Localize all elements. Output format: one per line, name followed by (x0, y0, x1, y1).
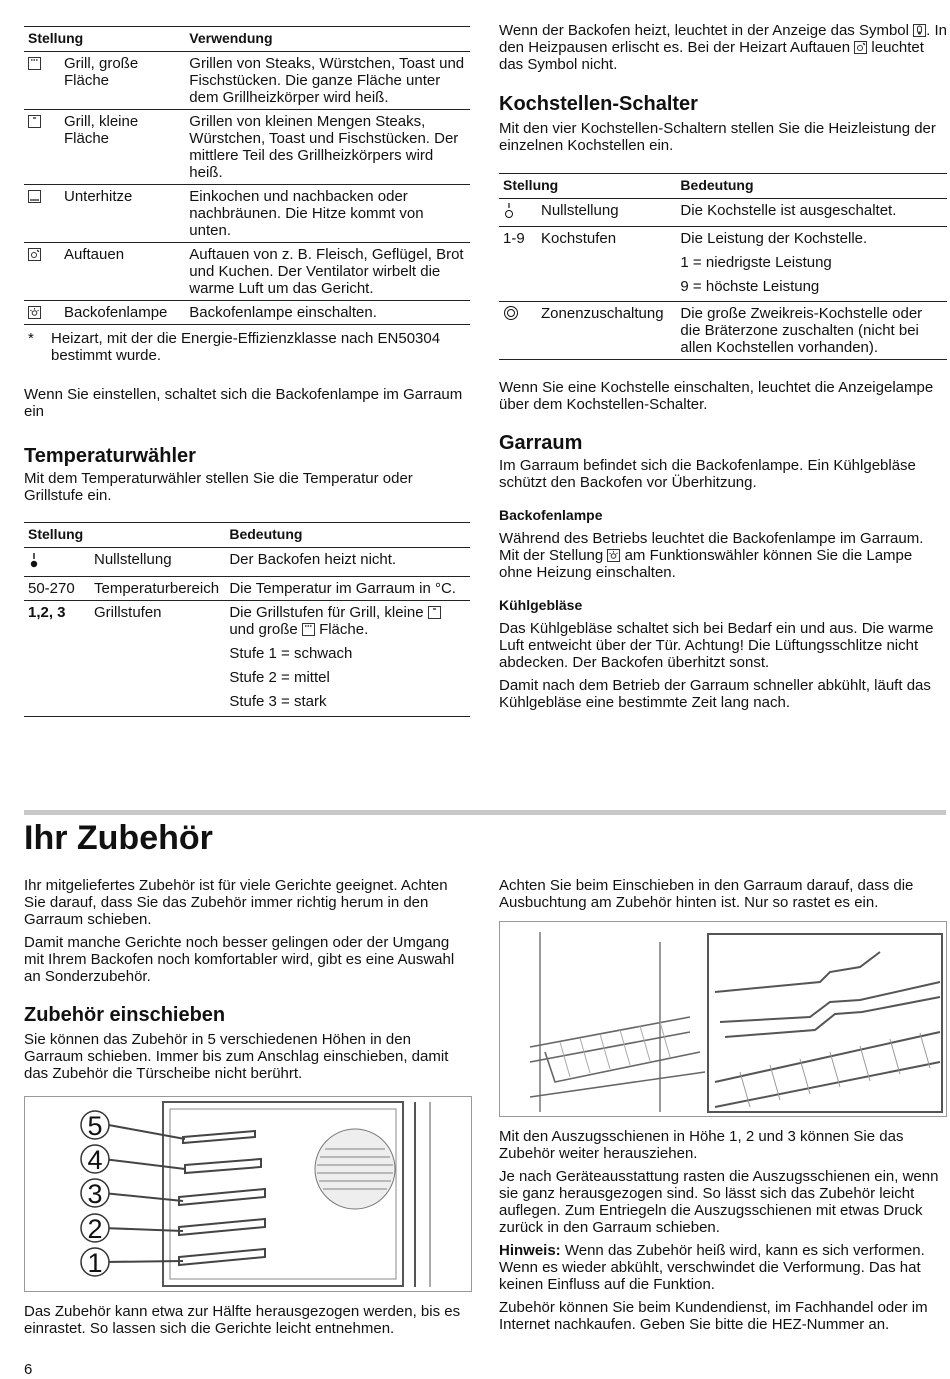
insert-text: Sie können das Zubehör in 5 verschiedenen Höhen in den Garraum schieben. Immer bis zum Anschlag einschieben, damit das Zubehör die Türscheibe nicht berührt. (24, 1031, 449, 1082)
level-label-4: 4 (87, 1145, 103, 1175)
hint: Hinweis: Wenn das Zubehör heiß wird, kann es sich verformen. Wenn es wieder abkühlt, verschwindet die Verformung. Das hat keinen Einfluss auf die Funktion. (499, 1242, 925, 1293)
rack-detail-figure (499, 921, 947, 1117)
grill-small-icon (28, 115, 41, 128)
garraum-intro: Im Garraum befindet sich die Backofenlampe. Ein Kühlgebläse schützt den Backofen vor Überhitzung. (499, 457, 916, 491)
oven-lamp-icon (607, 549, 620, 562)
meaning-text: Die Temperatur im Garraum in °C. (225, 577, 470, 601)
table-row (24, 110, 470, 185)
defrost-icon (28, 248, 41, 261)
table-header: Stellung (24, 523, 225, 548)
meaning-text: Die Grillstufen für Grill, kleine und große Fläche. Stufe 1 = schwach Stufe 2 = mittel Stufe 3 = stark (225, 601, 470, 717)
table-header: Verwendung (185, 27, 470, 52)
table-header: Bedeutung (676, 174, 947, 199)
level-label-1: 1 (87, 1248, 103, 1278)
table-header: Stellung (499, 174, 676, 199)
table-header: Stellung (24, 27, 185, 52)
position-label: Kochstufen (537, 227, 676, 302)
temperature-intro: Mit dem Temperaturwähler stellen Sie die Temperatur oder Grillstufe ein. (24, 470, 413, 504)
table-row (24, 577, 470, 601)
fan-text: Das Kühlgebläse schaltet sich bei Bedarf ein und aus. Die warme Luft entweicht über der Tür. Achtung! Die Lüftungsschlitze nicht abdecken. Der Backofen überhitzt sonst. (499, 620, 934, 671)
footnote: * Heizart, mit der die Energie-Effizienzklasse nach EN50304 bestimmt wurde. (28, 330, 441, 364)
table-row (24, 548, 470, 577)
level-label-5: 5 (87, 1111, 103, 1141)
table-row (24, 185, 470, 243)
defrost-icon (854, 41, 867, 54)
usage-text: Backofenlampe einschalten. (185, 301, 470, 325)
section-title: Ihr Zubehör (24, 819, 213, 857)
position-key: 50-270 (24, 577, 90, 601)
position-key: 1,2, 3 (24, 601, 90, 717)
usage-text: Auftauen von z. B. Fleisch, Geflügel, Brot und Kuchen. Der Ventilator wirbelt die warme Luft um das Gericht. (185, 243, 470, 301)
position-label: Grill, große Fläche (60, 52, 185, 110)
hob-table (499, 173, 947, 360)
rails-text: Je nach Geräteausstattung rasten die Auszugsschienen ein, wenn sie ganz herausgezogen sind. So lässt sich das Zubehör leicht auflegen. Zum Entriegeln die Auszugsschienen mit etwas Druck zurück in den Garraum schieben. (499, 1168, 939, 1236)
accessory-intro: Damit manche Gerichte noch besser gelingen oder der Umgang mit Ihrem Backofen noch komfortabler wird, gibt es eine Auswahl an Sonderzubehör. (24, 934, 455, 985)
position-label: Nullstellung (537, 199, 676, 227)
table-header: Bedeutung (225, 523, 470, 548)
lamp-heading: Backofenlampe (499, 507, 603, 523)
lamp-note: Wenn Sie einstellen, schaltet sich die Backofenlampe im Garraum ein (24, 386, 463, 420)
left-bottom-column (24, 877, 470, 1088)
meaning-text: Die Leistung der Kochstelle. 1 = niedrigste Leistung 9 = höchste Leistung (676, 227, 947, 302)
right-bottom-column (499, 1128, 945, 1339)
table-row (24, 301, 470, 325)
temperature-heading: Temperaturwähler (24, 445, 196, 467)
fan-text: Damit nach dem Betrieb der Garraum schneller abkühlt, läuft das Kühlgebläse eine bestimmte Zeit lang nach. (499, 677, 931, 711)
zero-position-icon (28, 551, 40, 569)
hob-intro: Mit den vier Kochstellen-Schaltern stellen Sie die Heizleistung der einzelnen Kochstellen ein. (499, 120, 936, 154)
heating-modes-table (24, 26, 470, 325)
lamp-text: Während des Betriebs leuchtet die Backofenlampe im Garraum. Mit der Stellung am Funktionswähler können Sie die Lampe ohne Heizung einschalten. (499, 530, 924, 581)
position-label: Temperaturbereich (90, 577, 225, 601)
zone-switch-icon (503, 305, 519, 321)
meaning-text: Der Backofen heizt nicht. (225, 548, 470, 577)
level-label-3: 3 (87, 1179, 103, 1209)
hob-lamp-note: Wenn Sie eine Kochstelle einschalten, leuchtet die Anzeigelampe über dem Kochstellen-Schalter. (499, 379, 934, 413)
meaning-text: Die Kochstelle ist ausgeschaltet. (676, 199, 947, 227)
position-key: 1-9 (499, 227, 537, 302)
grill-small-icon (428, 606, 441, 619)
pull-out-text: Das Zubehör kann etwa zur Hälfte herausgezogen werden, bis es einrastet. So lassen sich die Gerichte leicht entnehmen. (24, 1303, 461, 1337)
position-label: Unterhitze (60, 185, 185, 243)
table-row (499, 302, 947, 360)
position-label: Zonenzuschaltung (537, 302, 676, 360)
table-row (24, 243, 470, 301)
level-label-2: 2 (87, 1214, 103, 1244)
accessory-intro: Ihr mitgeliefertes Zubehör ist für viele Gerichte geeignet. Achten Sie darauf, dass Sie das Zubehör immer richtig herum in den Garraum schieben. (24, 877, 448, 928)
position-label: Grillstufen (90, 601, 225, 717)
usage-text: Grillen von Steaks, Würstchen, Toast und Fischstücken. Die ganze Fläche unter dem Grillheizkörper wird heiß. (185, 52, 470, 110)
grill-large-icon (28, 57, 41, 70)
table-row (499, 199, 947, 227)
buy-text: Zubehör können Sie beim Kundendienst, im Fachhandel oder im Internet nachkaufen. Geben Sie bitte die HEZ-Nummer an. (499, 1299, 928, 1333)
oven-levels-figure (24, 1096, 472, 1292)
fan-heading: Kühlgebläse (499, 597, 583, 613)
insert-heading: Zubehör einschieben (24, 1004, 226, 1026)
bottom-heat-icon (28, 190, 41, 203)
position-label: Auftauen (60, 243, 185, 301)
heat-note: Wenn der Backofen heizt, leuchtet in der Anzeige das Symbol . In den Heizpausen erlischt es. Bei der Heizart Auftauen leuchtet das Symbol nicht. (499, 22, 947, 73)
table-row (499, 227, 947, 302)
zero-position-icon (503, 202, 515, 219)
position-label: Grill, kleine Fläche (60, 110, 185, 185)
page-number: 6 (24, 1361, 33, 1378)
left-top-column (24, 26, 470, 717)
usage-text: Grillen von kleinen Mengen Steaks, Würstchen, Toast und Fischstücken. Der mittlere Teil des Grillheizkörpers wird heiß. (185, 110, 470, 185)
position-label: Nullstellung (90, 548, 225, 577)
oven-illustration (25, 1097, 471, 1291)
oven-lamp-icon (28, 306, 41, 319)
meaning-text: Die große Zweikreis-Kochstelle oder die Bräterzone zuschalten (nicht bei allen Kochstellen vorhanden). (676, 302, 947, 360)
temperature-table (24, 522, 470, 717)
table-row (24, 52, 470, 110)
position-label: Backofenlampe (60, 301, 185, 325)
heating-symbol-icon (913, 24, 926, 37)
rack-illustration (500, 922, 946, 1116)
rails-text: Mit den Auszugsschienen in Höhe 1, 2 und 3 können Sie das Zubehör weiter herausziehen. (499, 1128, 904, 1162)
section-divider (24, 810, 946, 815)
right-top-column (499, 22, 947, 717)
grill-large-icon (302, 623, 315, 636)
table-row (24, 601, 470, 717)
garraum-heading: Garraum (499, 432, 583, 454)
insert-orientation-text: Achten Sie beim Einschieben in den Garraum darauf, dass die Ausbuchtung am Zubehör hinten ist. Nur so rastet es ein. (499, 877, 914, 911)
usage-text: Einkochen und nachbacken oder nachbräunen. Die Hitze kommt von unten. (185, 185, 470, 243)
hob-switch-heading: Kochstellen-Schalter (499, 93, 698, 115)
